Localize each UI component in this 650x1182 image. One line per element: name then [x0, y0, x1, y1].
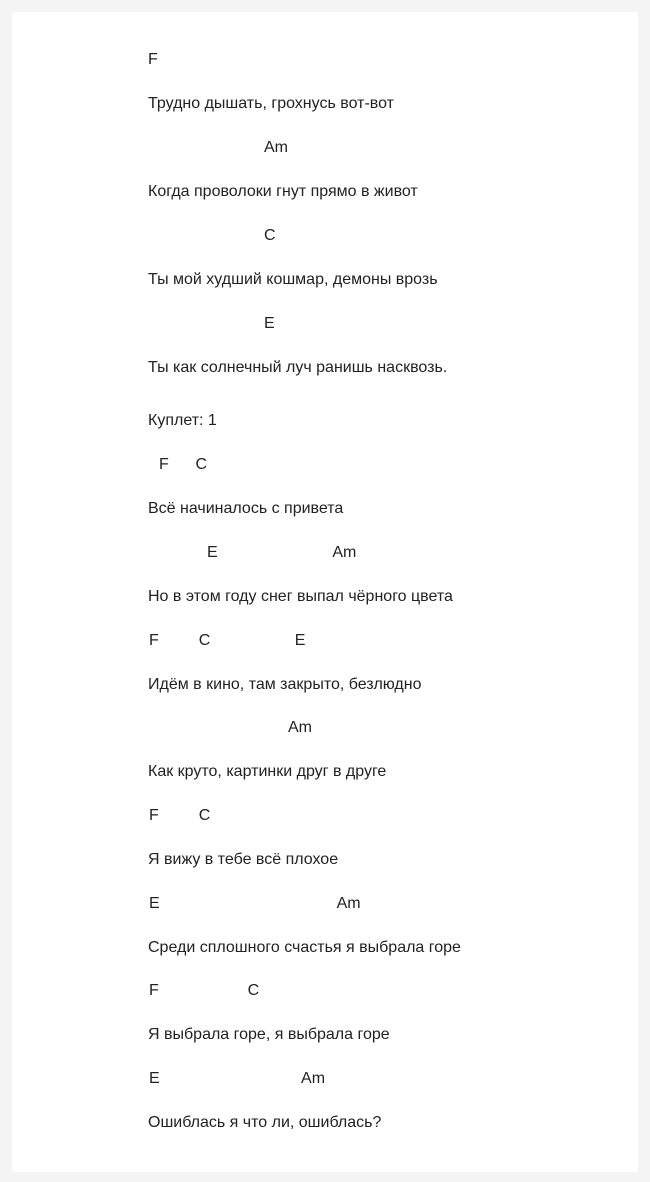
lyric-line: Как круто, картинки друг в друге	[148, 763, 387, 780]
lyric-line: Когда проволоки гнут прямо в живот	[148, 183, 418, 200]
lyric-line: Идём в кино, там закрыто, безлюдно	[148, 676, 422, 693]
chord-line: F C E	[149, 632, 306, 649]
chord-line: E Am	[149, 895, 361, 912]
lyric-line: Всё начиналось с привета	[148, 500, 344, 517]
chord-line: E	[264, 315, 275, 332]
lyric-line: Ошиблась я что ли, ошиблась?	[148, 1114, 382, 1131]
chord-line: E Am	[149, 1070, 326, 1087]
chord-line: Am	[264, 139, 288, 156]
lyric-line: Ты как солнечный луч ранишь насквозь.	[148, 359, 448, 376]
lyric-line: Среди сплошного счастья я выбрала горе	[148, 939, 461, 956]
lyric-line: Но в этом году снег выпал чёрного цвета	[148, 588, 453, 605]
chord-line: F	[148, 51, 158, 68]
chord-line: F C	[149, 807, 211, 824]
chord-line: F C	[159, 456, 207, 473]
chord-line: C	[264, 227, 276, 244]
song-sheet	[12, 12, 638, 1172]
chord-line: E Am	[207, 544, 357, 561]
lyric-line: Трудно дышать, грохнусь вот-вот	[148, 95, 394, 112]
lyric-line: Я вижу в тебе всё плохое	[148, 851, 339, 868]
chord-line: F C	[149, 982, 260, 999]
chord-line: Am	[288, 719, 312, 736]
lyric-line: Я выбрала горе, я выбрала горе	[148, 1026, 390, 1043]
lyric-line: Ты мой худший кошмар, демоны врозь	[148, 271, 438, 288]
section-label: Куплет: 1	[148, 412, 217, 429]
